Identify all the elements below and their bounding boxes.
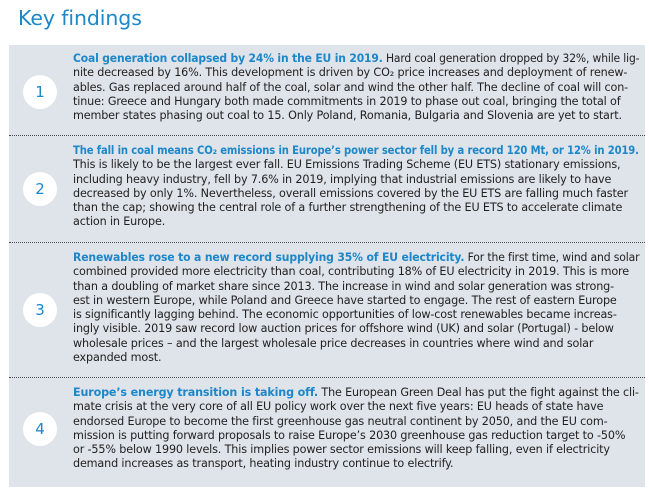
finding-line: than a doubling of market share since 2013. The increase in wind and solar generation was strong- — [73, 279, 614, 293]
finding-line: tinue: Greece and Hungary both made commitments in 2019 to phase out coal, bringing the total of — [73, 94, 621, 108]
finding-line: nite decreased by 16%. This development is driven by CO₂ price increases and deployment of renew- — [73, 66, 628, 80]
finding-line: action in Europe. — [73, 215, 166, 229]
finding-number-badge: 4 — [23, 412, 57, 446]
section-title: Key findings — [18, 6, 142, 30]
finding-headline: The fall in coal means CO₂ emissions in Europe’s power sector fell by a record 120 Mt, or 12% in 2019. — [73, 144, 639, 157]
finding-1 — [9, 45, 645, 130]
finding-line: member states phasing out coal to 15. Only Poland, Romania, Bulgaria and Slovenia are yet to start. — [73, 109, 622, 123]
finding-headline: Europe’s energy transition is taking off. — [73, 386, 319, 399]
finding-line: than the cap; showing the central role of a further strengthening of the EU ETS to accelerate climate — [73, 201, 623, 215]
finding-line: ables. Gas replaced around half of the coal, solar and wind the other half. The decline of coal will con- — [73, 80, 629, 94]
finding-line: This is likely to be the largest ever fall. EU Emissions Trading Scheme (EU ETS) stationary emissions, — [73, 158, 621, 172]
finding-line: Renewables rose to a new record supplying 35% of EU electricity. For the first time, wind and solar — [73, 251, 640, 264]
finding-text — [73, 251, 639, 365]
finding-line: endorsed Europe to become the first greenhouse gas neutral continent by 2050, and the EU com- — [73, 414, 608, 428]
finding-line: expanded most. — [73, 351, 162, 365]
finding-headline: Renewables rose to a new record supplying 35% of EU electricity. — [73, 251, 465, 264]
finding-2 — [9, 138, 645, 238]
finding-line: Europe’s energy transition is taking off. The European Green Deal has put the fight against the cli- — [73, 386, 639, 399]
finding-4 — [9, 380, 645, 487]
finding-number-badge: 3 — [23, 293, 57, 327]
finding-text — [73, 52, 639, 123]
finding-line: ingly visible. 2019 saw record low auction prices for offshore wind (UK) and solar (Portugal) - below — [73, 322, 614, 336]
finding-line: mate crisis at the very core of all EU policy work over the next five years: EU heads of state have — [73, 400, 604, 414]
finding-text — [73, 386, 639, 472]
finding-line — [73, 144, 639, 158]
finding-line: demand increases as transport, heating industry continue to electrify. — [73, 457, 454, 471]
finding-line: or -55% below 1990 levels. This implies power sector emissions will keep falling, even if electricity — [73, 443, 610, 457]
finding-line: mission is putting forward proposals to raise Europe’s 2030 greenhouse gas reduction target to -50% — [73, 428, 626, 442]
finding-line: est in western Europe, while Poland and Greece have started to engage. The rest of eastern Europe — [73, 293, 617, 307]
finding-divider — [9, 135, 645, 136]
finding-line: wholesale prices – and the largest wholesale price decreases in countries where wind and solar — [73, 336, 594, 350]
finding-text — [73, 144, 639, 230]
finding-divider — [9, 377, 645, 378]
finding-headline: Coal generation collapsed by 24% in the EU in 2019. — [73, 52, 383, 65]
finding-line: is significantly lagging behind. The economic opportunities of low-cost renewables became increas- — [73, 308, 617, 322]
finding-divider — [9, 242, 645, 243]
finding-3 — [9, 245, 645, 373]
finding-line: combined provided more electricity than coal, contributing 18% of EU electricity in 2019. This is more — [73, 265, 629, 279]
finding-line: decreased by only 1%. Nevertheless, overall emissions covered by the EU ETS are falling much faster — [73, 186, 628, 200]
findings-panel — [9, 45, 645, 487]
finding-number-badge: 2 — [23, 172, 57, 206]
finding-line: including heavy industry, fell by 7.6% in 2019, implying that industrial emissions are likely to have — [73, 172, 612, 186]
finding-line: Coal generation collapsed by 24% in the EU in 2019. Hard coal generation dropped by 32%, while lig- — [73, 52, 640, 65]
finding-number-badge: 1 — [23, 75, 57, 109]
